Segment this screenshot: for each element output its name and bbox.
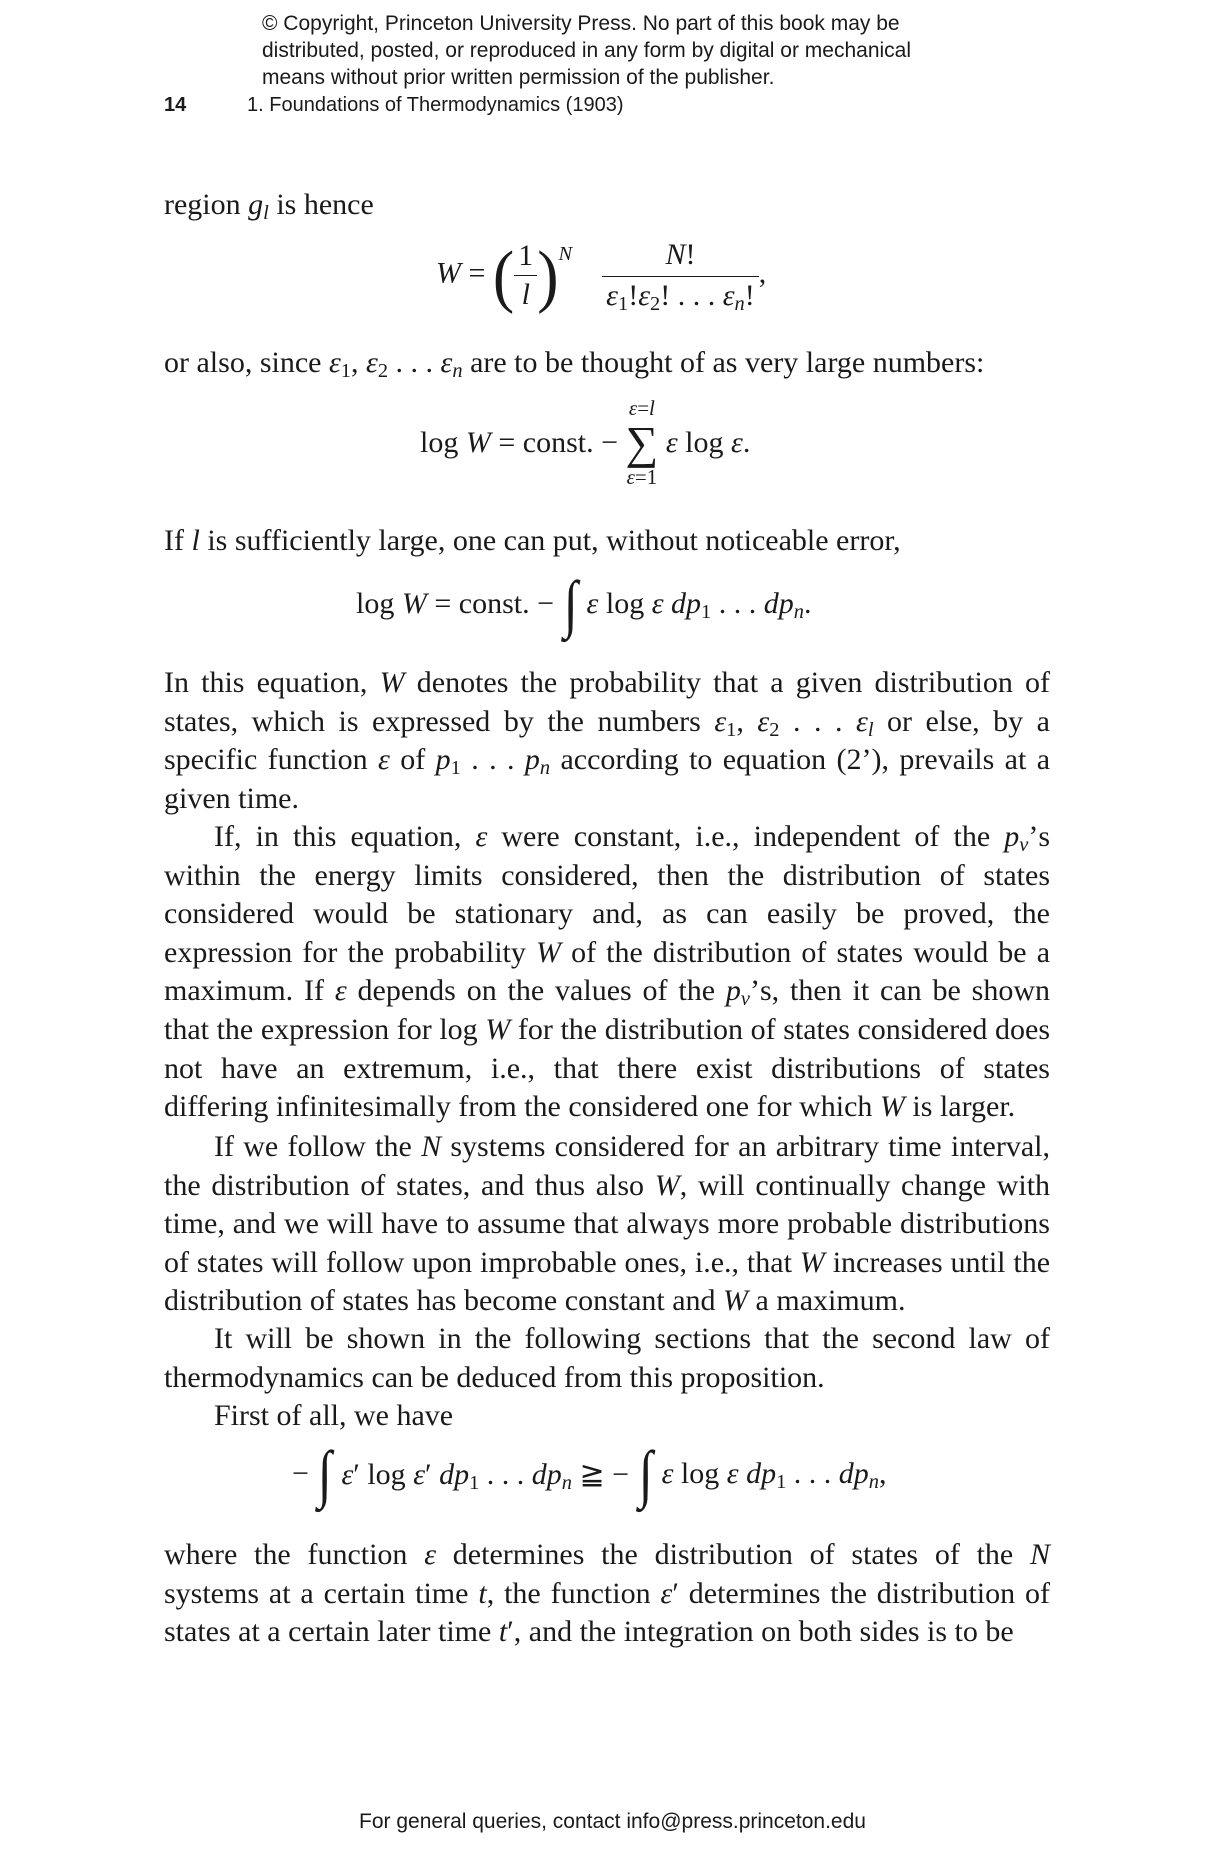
text-line: or also, since $\varepsilon_1$, $\varepsilon_2$ . . . $\varepsilon_n$ are to be thought of as very large numbers: [164,346,985,383]
page-number: 14 [164,94,187,116]
equation-log-w-integral: log W = const. − ∫ ε log ε $dp_1$ . . . $dp_n$. [356,568,812,639]
paragraph: In this equation, W denotes the probability that a given distribution of states, which is expressed by the numbers $\varepsilon_1$, $\varepsilon_2$ . . . $\varepsilon_l$ or else, by a specific function ε of $p_1$ . . . $p_n$ according to equation (2’), prevails at a given time. [164,666,1051,815]
paragraph: If, in this equation, ε were constant, i.e., independent of the $p_\nu’s$ within the energy limits considered, then the distribution of states considered would be stationary and, as can easily be proved, the expression for the probability W of the distribution of states would be a maximum. If ε depends on the values of the $p_\nu’s$, then it can be shown that the expression for log W for the distribution of states considered does not have an extremum, i.e., that there exist distributions of states differing infinitesimally from the considered one for which W is larger. [164,820,1051,1124]
text-line: If l is sufficiently large, one can put, without noticeable error, [164,524,901,557]
copyright-line: means without prior written permission of the publisher. [262,66,775,89]
copyright-notice [262,10,1022,91]
equation-inequality: − ∫ ε′ log ε′ $dp_1$ . . . $dp_n$ ≧ − ∫ ε log ε $dp_1$ . . . $dp_n$, [292,1438,887,1509]
intro-line: region $g_l$ is hence [164,188,374,225]
equation-w-permutations: W = ( $\frac{1}{l}$ )$^N$ $\frac{N!}{\varepsilon_1!\varepsilon_2! . . . \varepsilon_n!}$ , [436,235,767,316]
footer-contact: For general queries, contact info@press.princeton.edu [359,1810,866,1833]
running-head: 1. Foundations of Thermodynamics (1903) [247,94,624,116]
paragraph: where the function ε determines the distribution of states of the N systems at a certain time t, the function ε′ determines the distribution of states at a certain later time t′, and the integration on both sides is to be [164,1538,1051,1649]
paragraph: First of all, we have [214,1399,454,1432]
paragraph: It will be shown in the following sections that the second law of thermodynamics can be deduced from this proposition. [164,1322,1050,1394]
equation-log-w-sum: log W = const. − ε=l ∑ ε=1 ε log ε. [420,396,751,490]
copyright-line: © Copyright, Princeton University Press. No part of this book may be [262,12,900,35]
paragraph: If we follow the N systems considered for an arbitrary time interval, the distribution of states, and thus also W, will continually change with time, and we will have to assume that always more probable distributions of states will follow upon improbable ones, i.e., that W increases until the distribution of states has become constant and W a maximum. [164,1130,1051,1318]
copyright-line: distributed, posted, or reproduced in any form by digital or mechanical [262,39,912,62]
